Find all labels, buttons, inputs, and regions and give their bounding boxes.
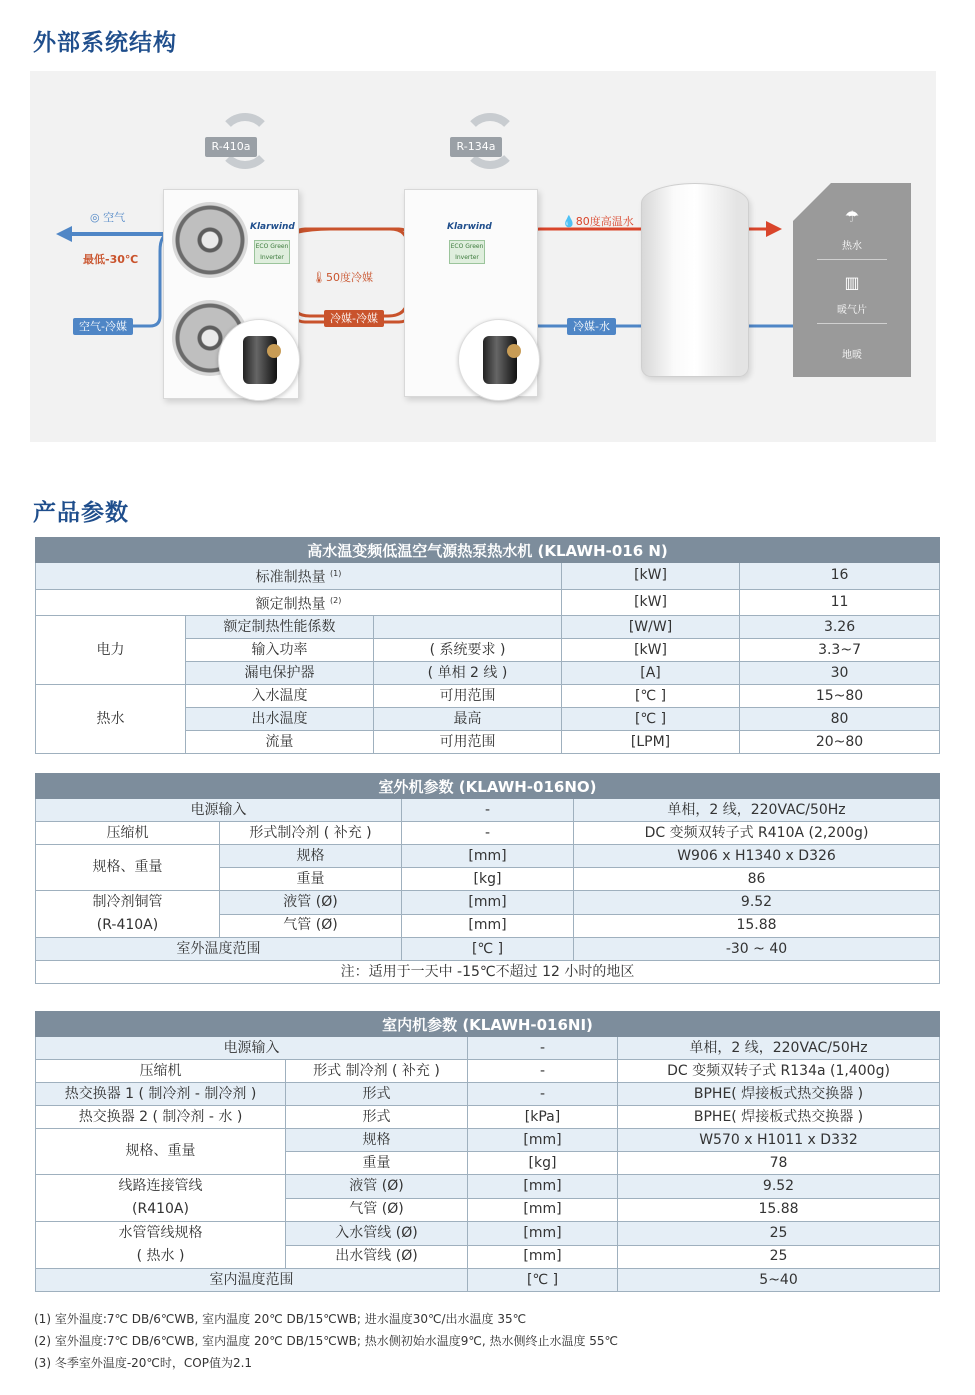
table-cell: [kPa] [468, 1106, 618, 1129]
table-group-label: 电力 [36, 616, 186, 685]
table-cell: 20~80 [740, 731, 940, 754]
table-cell: [kW] [562, 563, 740, 590]
table-row [36, 1222, 940, 1246]
params-section-title: 产品参数 [33, 500, 129, 526]
table-cell: 最高 [374, 708, 562, 731]
house-floor-heating-label: 地暖 [842, 350, 862, 361]
table-row [36, 685, 940, 708]
table-cell: 电源输入 [36, 1037, 468, 1060]
table-cell: 16 [740, 563, 940, 590]
table-cell: [A] [562, 662, 740, 685]
table-cell: 9.52 [618, 1175, 940, 1199]
table-cell: 室内温度范围 [36, 1269, 468, 1292]
table-cell: [mm] [468, 1129, 618, 1152]
table-cell: - [402, 799, 574, 822]
table-cell: BPHE( 焊接板式热交换器 ) [618, 1083, 940, 1106]
table-cell: 形式制冷剂 ( 补充 ) [220, 822, 402, 845]
table-row [36, 589, 940, 616]
table-cell: 压缩机 [36, 1060, 286, 1083]
compressor-image-indoor [458, 319, 540, 401]
air-label: ◎ 空气 [90, 211, 126, 224]
refrigerant-water-label: 冷媒-水 [567, 318, 616, 335]
table-cell: 3.26 [740, 616, 940, 639]
table-cell: 出水管线 (Ø) [286, 1245, 468, 1269]
table-cell: 重量 [286, 1152, 468, 1175]
footnote: (1) 室外温度:7℃ DB/6℃WB, 室内温度 20℃ DB/15℃WB; 进水温度30℃/出水温度 35℃ [34, 1312, 527, 1326]
table-cell: [℃ ] [468, 1269, 618, 1292]
table-cell: [kg] [468, 1152, 618, 1175]
table-cell: DC 变频双转子式 R410A (2,200g) [574, 822, 940, 845]
table1-title: 高水温变频低温空气源热泵热水机 (KLAWH-016 N) [36, 538, 940, 563]
table-cell: [kW] [562, 639, 740, 662]
table-cell: [mm] [468, 1198, 618, 1222]
table-group-label: 线路连接管线 (R410A) [36, 1175, 286, 1222]
house-icon [793, 183, 911, 377]
table-cell: 室外温度范围 [36, 938, 402, 961]
table-cell: 出水温度 [186, 708, 374, 731]
table-row [36, 1175, 940, 1199]
air-outlet-arrow [56, 226, 72, 242]
table-cell: 热交换器 2 ( 制冷剂 - 水 ) [36, 1106, 286, 1129]
air-icon: ◎ [90, 211, 104, 224]
table-cell: - [468, 1037, 618, 1060]
table-row [36, 938, 940, 961]
table-cell: 25 [618, 1222, 940, 1246]
table-group-label: 制冷剂铜管 (R-410A) [36, 891, 220, 938]
table-note: 注：适用于一天中 -15℃不超过 12 小时的地区 [36, 961, 940, 984]
house-hot-water-label: 热水 [842, 241, 862, 252]
table-cell: 单相，2 线，220VAC/50Hz [574, 799, 940, 822]
eco-badge: ECO Green Inverter [449, 240, 485, 264]
radiator-icon: ▥ [844, 273, 860, 292]
table-cell: 流量 [186, 731, 374, 754]
table-cell: DC 变频双转子式 R134a (1,400g) [618, 1060, 940, 1083]
footnote: (3) 冬季室外温度-20℃时，COP值为2.1 [34, 1356, 253, 1370]
table-cell: 液管 (Ø) [220, 891, 402, 915]
table-cell: 液管 (Ø) [286, 1175, 468, 1199]
refrigerant-r410a-tag: R-410a [205, 137, 257, 157]
table-row [36, 1269, 940, 1292]
table-group-label: 热水 [36, 685, 186, 754]
structure-section-title: 外部系统结构 [33, 30, 177, 56]
table-cell: [kg] [402, 868, 574, 891]
hot-water-arrow [766, 221, 782, 237]
table-row [36, 845, 940, 868]
table-cell: W906 x H1340 x D326 [574, 845, 940, 868]
table-cell: [℃ ] [402, 938, 574, 961]
refrigerant-refrigerant-label: 冷媒-冷媒 [324, 310, 384, 327]
table-cell: 规格 [220, 845, 402, 868]
table-cell: 11 [740, 589, 940, 616]
table-cell: ( 单相 2 线 ) [374, 662, 562, 685]
table-cell: [LPM] [562, 731, 740, 754]
house-radiator-label: 暖气片 [837, 305, 867, 316]
table-row [36, 1129, 940, 1152]
table-cell: [mm] [402, 891, 574, 915]
table-cell: 压缩机 [36, 822, 220, 845]
refrigerant-r134a-tag: R-134a [450, 137, 502, 157]
air-refrigerant-label: 空气-冷媒 [73, 318, 133, 335]
table-group-label: 规格、重量 [36, 1129, 286, 1175]
table-cell: 3.3~7 [740, 639, 940, 662]
footnotes [34, 1308, 618, 1374]
table-cell: [mm] [402, 914, 574, 938]
table-cell: 15.88 [574, 914, 940, 938]
table-row [36, 1083, 940, 1106]
table-cell: 电源输入 [36, 799, 402, 822]
table-row [36, 563, 940, 590]
table-cell: W570 x H1011 x D332 [618, 1129, 940, 1152]
table-row [36, 1106, 940, 1129]
table-cell: 可用范围 [374, 731, 562, 754]
table-cell: 规格 [286, 1129, 468, 1152]
table-cell: 形式 制冷剂 ( 补充 ) [286, 1060, 468, 1083]
table-row [36, 1037, 940, 1060]
table-cell: [mm] [468, 1222, 618, 1246]
table-cell: 气管 (Ø) [220, 914, 402, 938]
table-cell: 78 [618, 1152, 940, 1175]
table-cell: -30 ~ 40 [574, 938, 940, 961]
table-main-unit [35, 537, 940, 754]
table-cell: 入水管线 (Ø) [286, 1222, 468, 1246]
table-cell [374, 616, 562, 639]
table-row [36, 961, 940, 984]
table-cell: ( 系统要求 ) [374, 639, 562, 662]
table-row [36, 799, 940, 822]
table-cell: [W/W] [562, 616, 740, 639]
table-cell: 30 [740, 662, 940, 685]
table2-title: 室外机参数 (KLAWH-016NO) [36, 774, 940, 799]
table-group-label: 水管管线规格 ( 热水 ) [36, 1222, 286, 1269]
water-tank-image [641, 183, 749, 377]
table-outdoor-unit [35, 773, 940, 984]
table-cell: [mm] [468, 1175, 618, 1199]
table-group-label: 规格、重量 [36, 845, 220, 891]
table-cell: - [468, 1083, 618, 1106]
table-cell: - [402, 822, 574, 845]
table-cell: 5~40 [618, 1269, 940, 1292]
table-cell: 15~80 [740, 685, 940, 708]
table-cell: 气管 (Ø) [286, 1198, 468, 1222]
table-cell: 25 [618, 1245, 940, 1269]
table-cell: 可用范围 [374, 685, 562, 708]
table-cell: 80 [740, 708, 940, 731]
table-cell: 热交换器 1 ( 制冷剂 - 制冷剂 ) [36, 1083, 286, 1106]
table-row [36, 616, 940, 639]
table-cell: [℃ ] [562, 708, 740, 731]
table-cell: [kW] [562, 589, 740, 616]
system-diagram [30, 71, 936, 442]
table-cell: [mm] [402, 845, 574, 868]
fan-icon [172, 202, 248, 278]
table-cell: 9.52 [574, 891, 940, 915]
table-row [36, 1060, 940, 1083]
thermometer-icon: 🌡 [312, 271, 326, 284]
brand-logo: Klarwind [250, 222, 295, 232]
table-row [36, 822, 940, 845]
table-cell: 输入功率 [186, 639, 374, 662]
footnote: (2) 室外温度:7℃ DB/6℃WB, 室内温度 20℃ DB/15℃WB; 热水侧初始水温度9℃, 热水侧终止水温度 55℃ [34, 1334, 619, 1348]
table-cell: 86 [574, 868, 940, 891]
table3-title: 室内机参数 (KLAWH-016NI) [36, 1012, 940, 1037]
table-cell: 15.88 [618, 1198, 940, 1222]
table-cell: 入水温度 [186, 685, 374, 708]
table-cell: BPHE( 焊接板式热交换器 ) [618, 1106, 940, 1129]
water-drop-icon: 💧 [562, 215, 576, 228]
table-cell: [℃ ] [562, 685, 740, 708]
table-cell: [mm] [468, 1245, 618, 1269]
recycle-icon-outdoor [205, 111, 285, 191]
hot-water-temp-label: 💧80度高温水 [562, 215, 634, 228]
table-cell: 形式 [286, 1083, 468, 1106]
table-cell: 额定制热性能係数 [186, 616, 374, 639]
table-indoor-unit [35, 1011, 940, 1292]
table-cell: 重量 [220, 868, 402, 891]
shower-icon: ☂ [844, 207, 860, 226]
table-cell: 形式 [286, 1106, 468, 1129]
table-cell: - [468, 1060, 618, 1083]
refrigerant-temp-label: 🌡50度冷媒 [312, 271, 373, 284]
compressor-image-outdoor [218, 319, 300, 401]
eco-badge: ECO Green Inverter [254, 240, 290, 264]
brand-logo: Klarwind [447, 222, 492, 232]
table-cell: 额定制热量 $^{(2)}$ [36, 589, 562, 616]
min-temp-label: 最低-30℃ [83, 253, 139, 266]
recycle-icon-indoor [450, 111, 530, 191]
table-cell: 单相，2 线，220VAC/50Hz [618, 1037, 940, 1060]
table-cell: 标准制热量 $^{(1)}$ [36, 563, 562, 590]
table-cell: 漏电保护器 [186, 662, 374, 685]
table-row [36, 891, 940, 915]
